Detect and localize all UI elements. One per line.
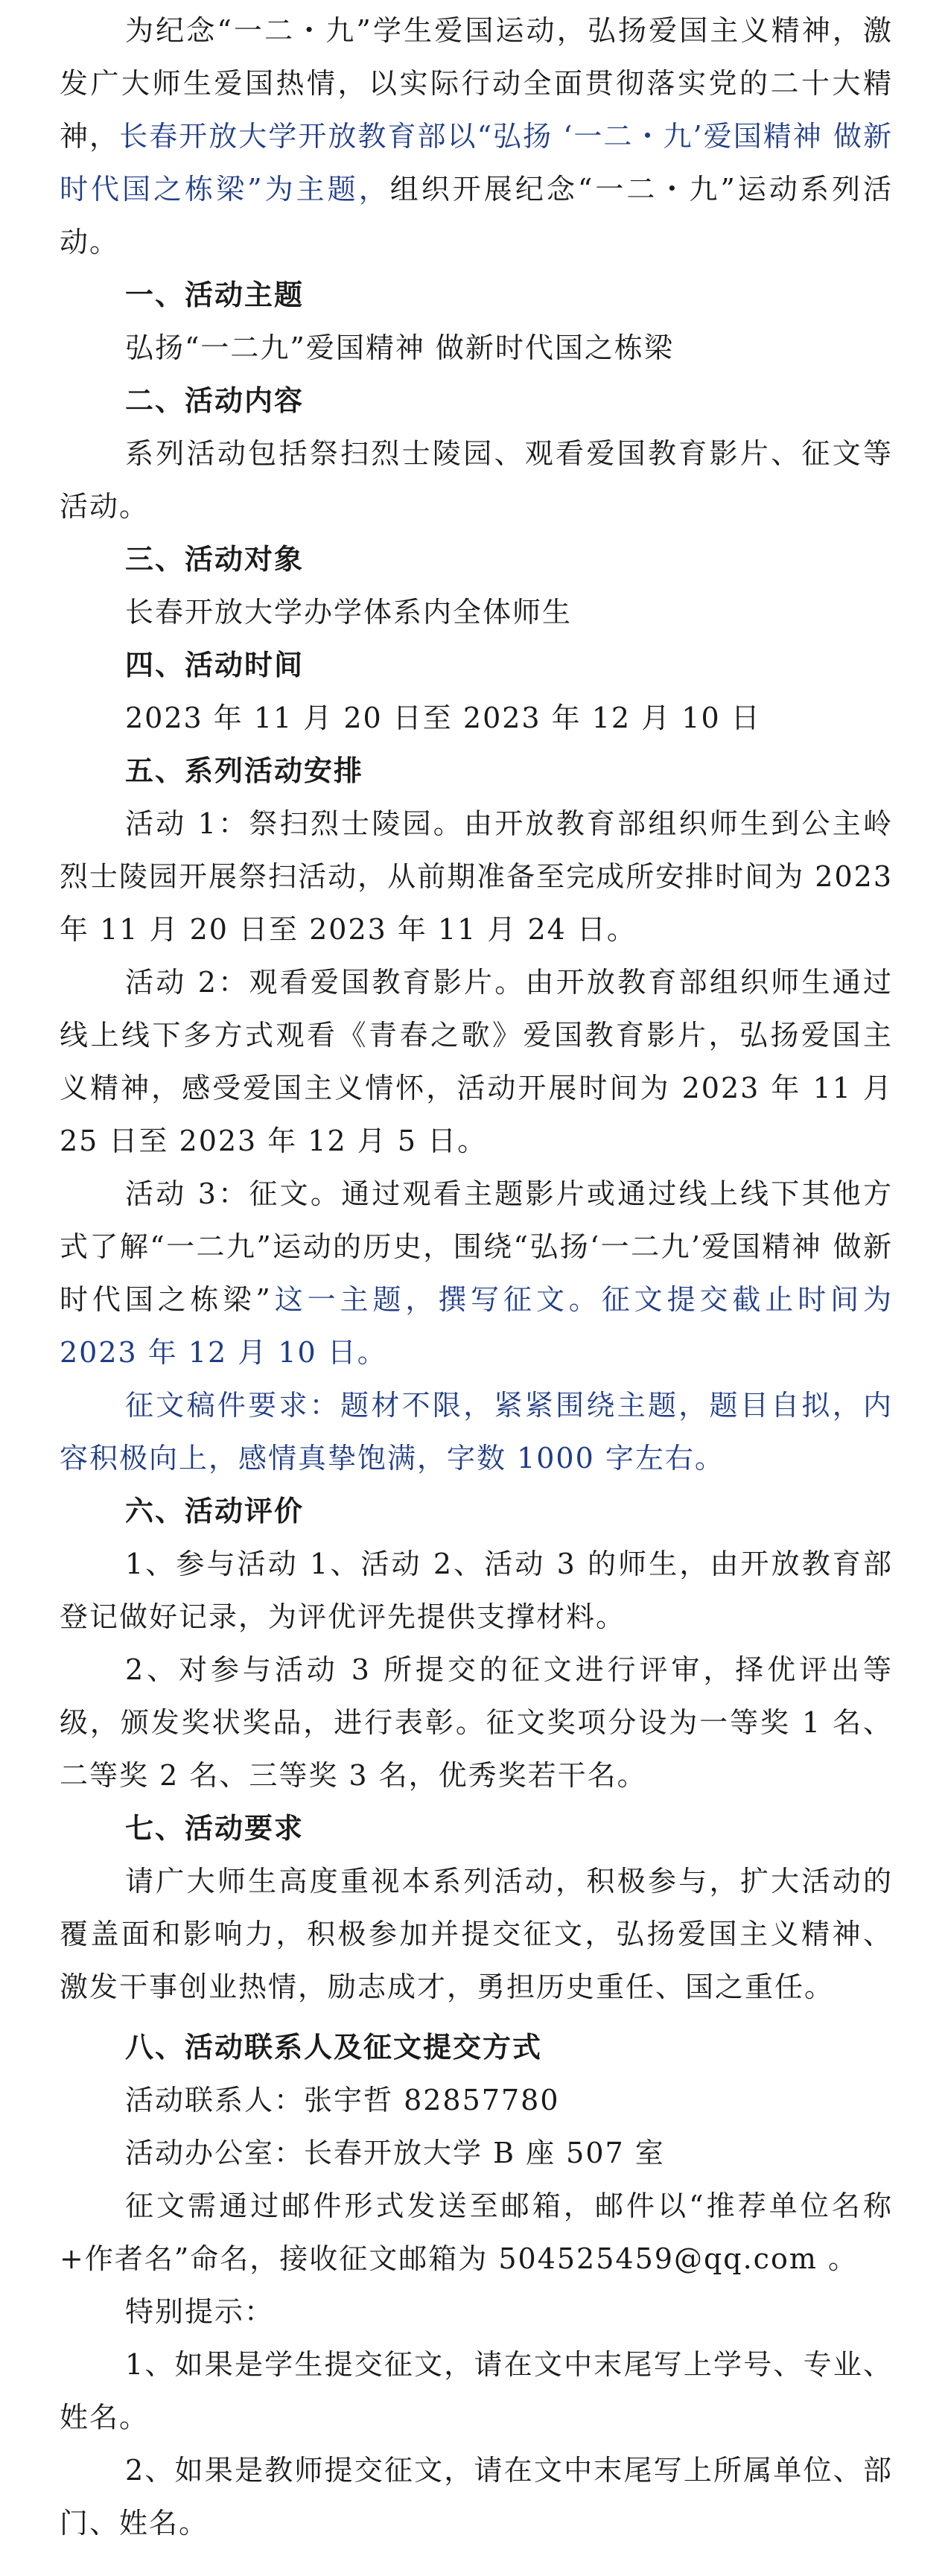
heading-content: 二、活动内容 [125, 384, 305, 417]
activity-1-text: 活动 1：祭扫烈士陵园。由开放教育部组织师生到公主岭烈士陵园开展祭扫活动，从前期准备至完成所安排时间为 2023 年 11 月 20 日至 2023 年 11 月 24 日。 [60, 807, 893, 946]
heading-evaluation: 六、活动评价 [125, 1495, 305, 1527]
heading-requirements: 七、活动要求 [125, 1812, 305, 1845]
submission-text: 征文需通过邮件形式发送至邮箱，邮件以“推荐单位名称+作者名”命名，接收征文邮箱为 504525459@qq.com 。 [60, 2189, 893, 2275]
heading-schedule: 五、系列活动安排 [125, 754, 364, 787]
essay-requirements-text: 征文稿件要求：题材不限，紧紧围绕主题，题目自拟，内容积极向上，感情真挚饱满，字数 1000 字左右。 [60, 1389, 893, 1475]
notice-item-1: 1、如果是学生提交征文，请在文中末尾写上学号、专业、姓名。 [60, 2348, 893, 2434]
intro-theme-text: 长春开放大学开放教育部以“弘扬 ‘一二・九’爱国精神 做新时代国之栋梁”为主题， [60, 120, 893, 206]
intro-closing-text: 组织开展纪念“一二・九”运动系列活动。 [60, 173, 893, 258]
theme-text: 弘扬“一二九”爱国精神 做新时代国之栋梁 [125, 331, 674, 364]
evaluation-item-1: 1、参与活动 1、活动 2、活动 3 的师生，由开放教育部登记做好记录，为评优评先提供支撑材料。 [60, 1548, 893, 1633]
heading-theme: 一、活动主题 [125, 279, 305, 311]
activity-3-deadline-text: 这一主题，撰写征文。征文提交截止时间为 2023 年 12 月 10 日。 [60, 1283, 893, 1369]
activity-3-paragraph [60, 1168, 893, 1379]
heading-contact: 八、活动联系人及征文提交方式 [125, 2031, 543, 2064]
time-text: 2023 年 11 月 20 日至 2023 年 12 月 10 日 [125, 702, 761, 734]
requirements-text: 请广大师生高度重视本系列活动，积极参与，扩大活动的覆盖面和影响力，积极参加并提交征文，弘扬爱国主义精神、激发干事创业热情，励志成才，勇担历史重任、国之重任。 [60, 1865, 893, 2003]
activity-3-text: 活动 3：征文。通过观看主题影片或通过线上线下其他方式了解“一二九”运动的历史，围绕“弘扬‘一二九’爱国精神 做新时代国之栋梁” [60, 1177, 893, 1316]
office-text: 活动办公室：长春开放大学 B 座 507 室 [125, 2137, 665, 2169]
intro-text: 为纪念“一二・九”学生爱国运动，弘扬爱国主义精神，激发广大师生爱国热情，以实际行动全面贯彻落实党的二十大精神， [60, 14, 893, 153]
content-text: 系列活动包括祭扫烈士陵园、观看爱国教育影片、征文等活动。 [60, 437, 893, 523]
heading-time: 四、活动时间 [125, 649, 305, 681]
audience-text: 长春开放大学办学体系内全体师生 [125, 596, 573, 629]
notice-label: 特别提示： [125, 2295, 275, 2328]
activity-2-text: 活动 2：观看爱国教育影片。由开放教育部组织师生通过线上线下多方式观看《青春之歌》爱国教育影片，弘扬爱国主义精神，感受爱国主义情怀，活动开展时间为 2023 年 11 月 25 日至 2023 年 12 月 5 日。 [60, 966, 893, 1157]
intro-paragraph [60, 4, 893, 269]
notice-item-2: 2、如果是教师提交征文，请在文中末尾写上所属单位、部门、姓名。 [60, 2454, 893, 2540]
heading-audience: 三、活动对象 [125, 543, 305, 576]
evaluation-item-2: 2、对参与活动 3 所提交的征文进行评审，择优评出等级，颁发奖状奖品，进行表彰。征文奖项分设为一等奖 1 名、二等奖 2 名、三等奖 3 名，优秀奖若干名。 [60, 1653, 893, 1792]
contact-person-text: 活动联系人：张宇哲 82857780 [125, 2084, 560, 2117]
